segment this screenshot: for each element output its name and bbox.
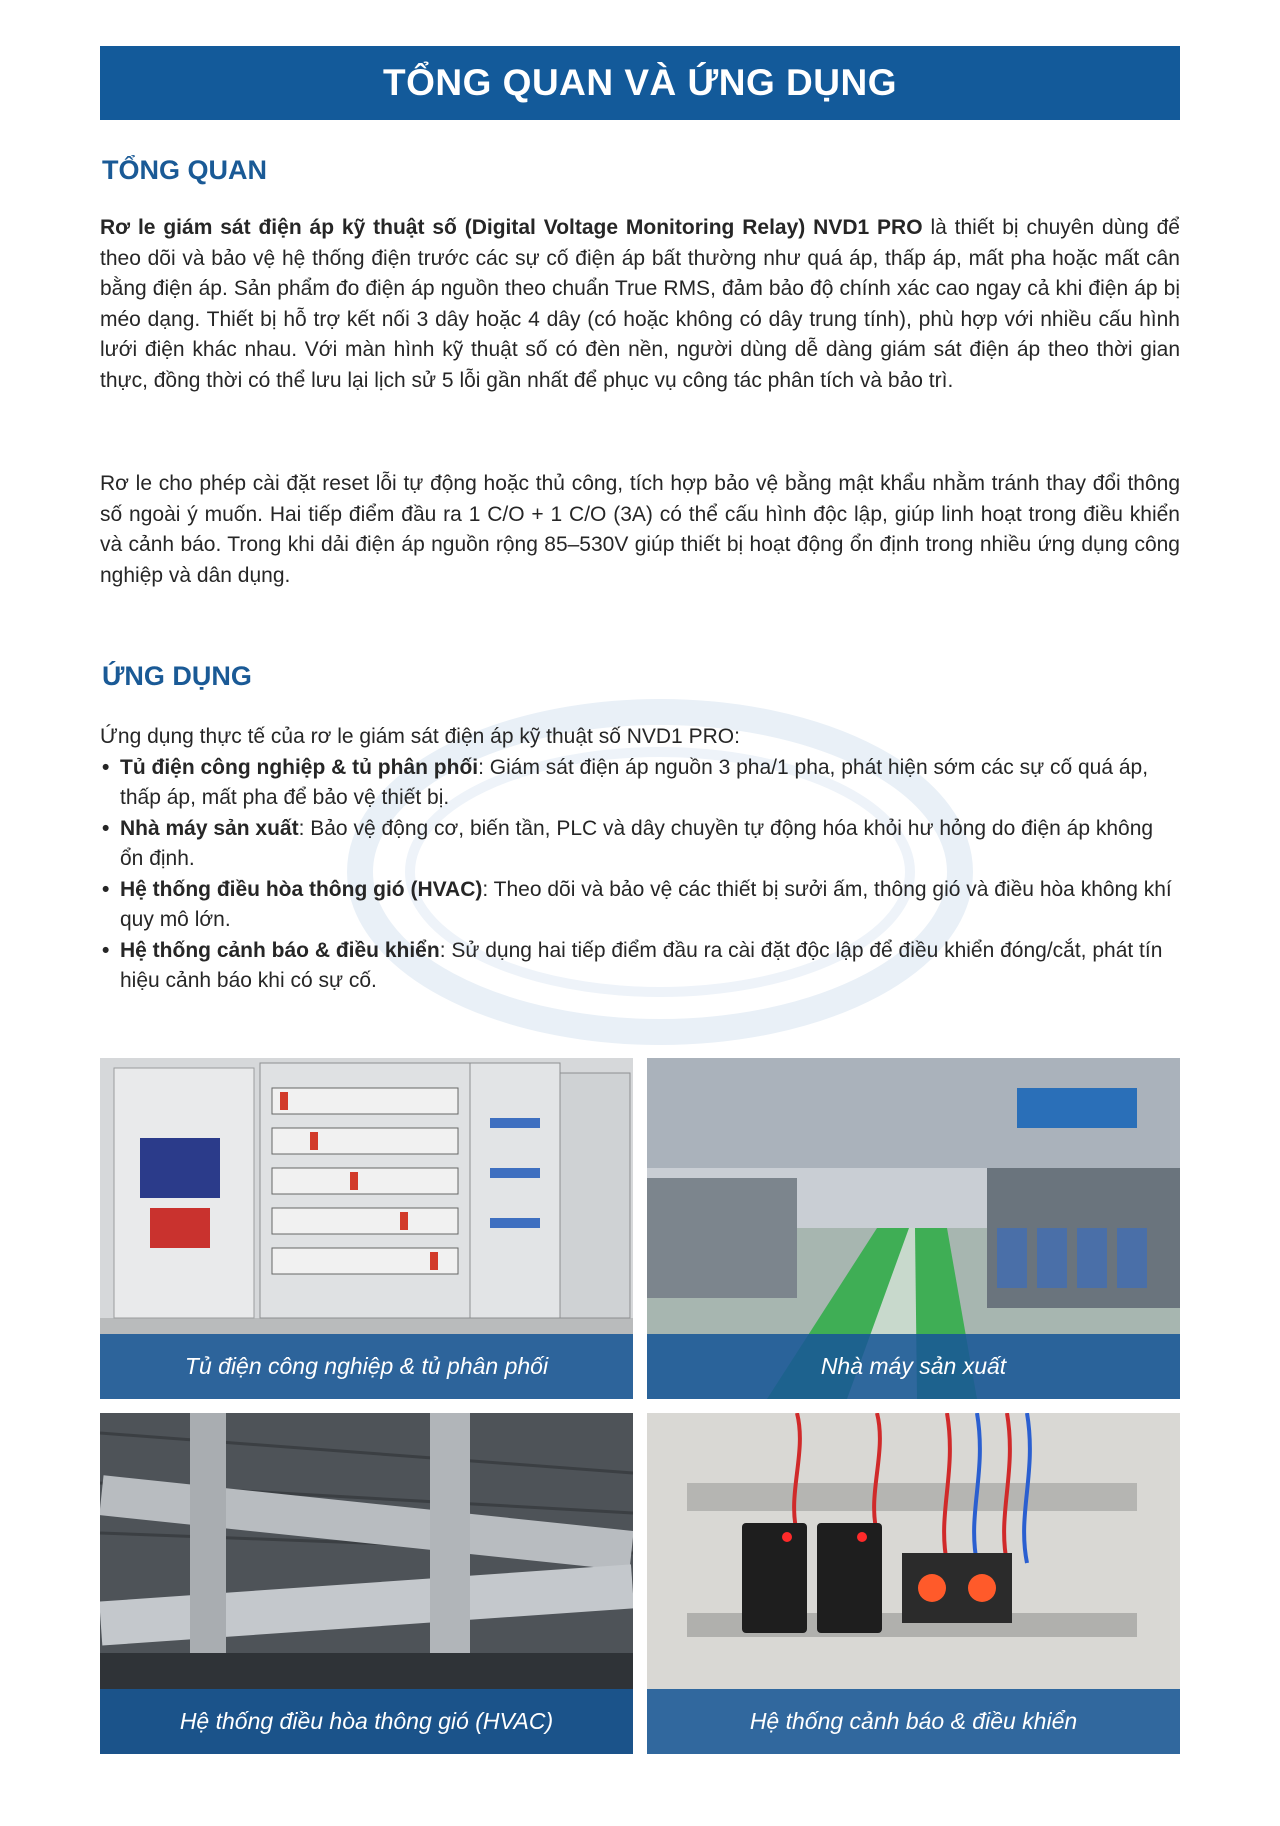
gallery-card-relay bbox=[647, 1413, 1180, 1754]
gallery-caption: Hệ thống điều hòa thông gió (HVAC) bbox=[100, 1689, 633, 1754]
list-item-title: Hệ thống cảnh báo & điều khiển bbox=[120, 938, 440, 962]
list-item-text: : Sử dụng hai tiếp điểm đầu ra cài đặt độc lập để điều khiển đóng/cắt, phát tín hiệu cảnh báo khi có sự cố. bbox=[120, 938, 1163, 992]
product-name: Rơ le giám sát điện áp kỹ thuật số (Digital Voltage Monitoring Relay) NVD1 PRO bbox=[100, 216, 923, 239]
overview-paragraph-1-text: là thiết bị chuyên dùng để theo dõi và bảo vệ hệ thống điện trước các sự cố điện áp bất thường như quá áp, thấp áp, mất pha hoặc mất cân bằng điện áp. Sản phẩm đo điện áp nguồn theo chuẩn True RMS, đảm bảo độ chính xác cao ngay cả khi điện áp bị méo dạng. Thiết bị hỗ trợ kết nối 3 dây hoặc 4 dây (có hoặc không có dây trung tính), phù hợp với nhiều cấu hình lưới điện khác nhau. Với màn hình kỹ thuật số có đèn nền, người dùng dễ dàng giám sát điện áp theo thời gian thực, đồng thời có thể lưu lại lịch sử 5 lỗi gần nhất để phục vụ công tác phân tích và bảo trì. bbox=[100, 216, 1180, 392]
applications-heading: ỨNG DỤNG bbox=[102, 661, 252, 691]
applications-intro: Ứng dụng thực tế của rơ le giám sát điện áp kỹ thuật số NVD1 PRO: bbox=[100, 725, 740, 748]
bullet-icon: • bbox=[102, 816, 110, 840]
overview-heading: TỔNG QUAN bbox=[102, 155, 267, 185]
gallery-caption: Hệ thống cảnh báo & điều khiển bbox=[647, 1689, 1180, 1754]
list-item bbox=[100, 814, 1180, 875]
gallery-caption: Nhà máy sản xuất bbox=[647, 1334, 1180, 1399]
applications-body bbox=[100, 722, 1180, 997]
bullet-icon: • bbox=[102, 877, 110, 901]
bullet-icon: • bbox=[102, 938, 110, 962]
bullet-icon: • bbox=[102, 755, 110, 779]
gallery-caption: Tủ điện công nghiệp & tủ phân phối bbox=[100, 1334, 633, 1399]
list-item-text: : Bảo vệ động cơ, biến tần, PLC và dây chuyền tự động hóa khỏi hư hỏng do điện áp không ổn định. bbox=[120, 816, 1154, 870]
gallery-card-hvac bbox=[100, 1413, 633, 1754]
list-item-title: Nhà máy sản xuất bbox=[120, 816, 299, 840]
applications-list bbox=[100, 753, 1180, 997]
overview-paragraph-2: Rơ le cho phép cài đặt reset lỗi tự động hoặc thủ công, tích hợp bảo vệ bằng mật khẩu nhằm tránh thay đổi thông số ngoài ý muốn. Hai tiếp điểm đầu ra 1 C/O + 1 C/O (3A) có thể cấu hình độc lập, giúp linh hoạt trong điều khiển và cảnh báo. Trong khi dải điện áp nguồn rộng 85–530V giúp thiết bị hoạt động ổn định trong nhiều ứng dụng công nghiệp và dân dụng. bbox=[100, 472, 1180, 587]
list-item-title: Tủ điện công nghiệp & tủ phân phối bbox=[120, 755, 479, 779]
gallery-card-cabinet bbox=[100, 1058, 633, 1399]
list-item bbox=[100, 936, 1180, 997]
list-item-title: Hệ thống điều hòa thông gió (HVAC) bbox=[120, 877, 483, 901]
list-item-text: : Theo dõi và bảo vệ các thiết bị sưởi ấm, thông gió và điều hòa không khí quy mô lớn. bbox=[120, 877, 1172, 931]
page-title: TỔNG QUAN VÀ ỨNG DỤNG bbox=[383, 62, 897, 103]
overview-paragraph-1 bbox=[100, 213, 1180, 396]
list-item-text: : Giám sát điện áp nguồn 3 pha/1 pha, phát hiện sớm các sự cố quá áp, thấp áp, mất pha để bảo vệ thiết bị. bbox=[120, 755, 1149, 809]
page-banner bbox=[100, 46, 1180, 120]
gallery-card-factory bbox=[647, 1058, 1180, 1399]
list-item bbox=[100, 875, 1180, 936]
list-item bbox=[100, 753, 1180, 814]
